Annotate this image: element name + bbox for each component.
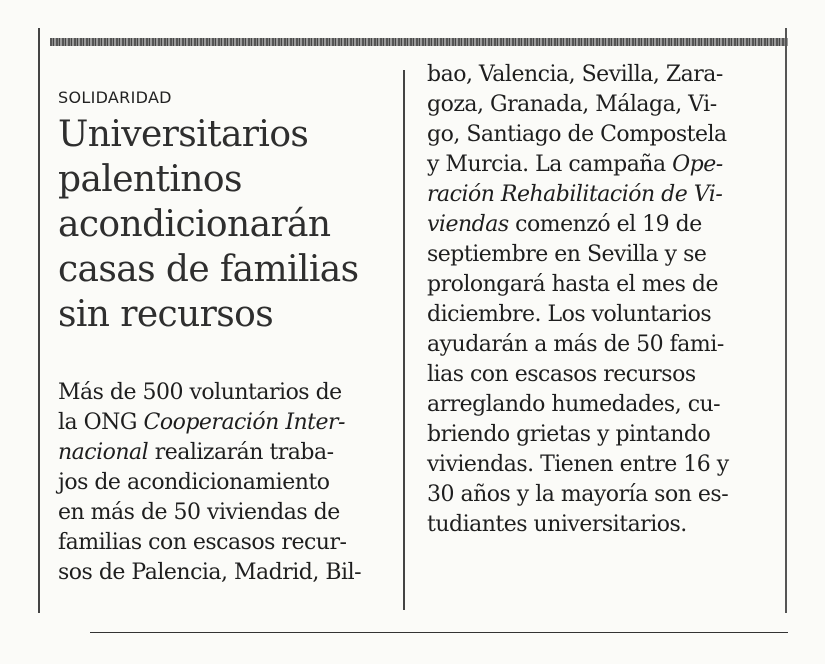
body-line: [427, 120, 772, 150]
text-segment: y Murcia. La campaña: [427, 152, 673, 177]
body-line: [58, 558, 393, 588]
body-line: [427, 420, 772, 450]
body-line: [427, 360, 772, 390]
headline-line: Universitarios: [58, 114, 309, 155]
text-segment: Cooperación Inter-: [143, 410, 345, 435]
body-line: [58, 468, 393, 498]
section-kicker: SOLIDARIDAD: [58, 88, 172, 107]
body-line: [427, 90, 772, 120]
text-segment: Más de 500 voluntarios de: [58, 380, 342, 405]
left-column-rule: [38, 28, 40, 613]
headline: [58, 112, 398, 337]
text-segment: tudiantes universitarios.: [427, 512, 687, 537]
text-segment: go, Santiago de Compostela: [427, 122, 727, 147]
body-line: [58, 408, 393, 438]
text-segment: jos de acondicionamiento: [58, 470, 330, 495]
body-line: [427, 390, 772, 420]
text-segment: septiembre en Sevilla y se: [427, 242, 707, 267]
body-line: [427, 510, 772, 540]
headline-line: acondicionarán: [58, 204, 331, 245]
text-segment: comenzó el 19 de: [508, 212, 702, 237]
middle-column-rule: [403, 70, 405, 610]
text-segment: prolongará hasta el mes de: [427, 272, 718, 297]
body-line: [58, 528, 393, 558]
text-segment: ración Rehabilitación de Vi-: [427, 182, 723, 207]
headline-line: palentinos: [58, 159, 242, 200]
text-segment: 30 años y la mayoría son es-: [427, 482, 729, 507]
body-line: [427, 480, 772, 510]
text-segment: viendas: [427, 212, 509, 237]
text-segment: diciembre. Los voluntarios: [427, 302, 712, 327]
body-line: [58, 378, 393, 408]
text-segment: briendo grietas y pintando: [427, 422, 711, 447]
text-segment: goza, Granada, Málaga, Vi-: [427, 92, 717, 117]
top-decorative-rule: [50, 38, 788, 46]
body-line: [58, 438, 393, 468]
body-line: [427, 240, 772, 270]
body-line: [427, 300, 772, 330]
text-segment: la ONG: [58, 410, 144, 435]
body-line: [58, 498, 393, 528]
body-line: [427, 210, 772, 240]
body-line: [427, 60, 772, 90]
text-segment: familias con escasos recur-: [58, 530, 347, 555]
body-line: [427, 450, 772, 480]
body-line: [427, 270, 772, 300]
text-segment: realizarán traba-: [148, 440, 334, 465]
text-segment: arreglando humedades, cu-: [427, 392, 721, 417]
headline-line: casas de familias: [58, 249, 359, 290]
text-segment: en más de 50 viviendas de: [58, 500, 340, 525]
text-segment: lias con escasos recursos: [427, 362, 696, 387]
headline-line: sin recursos: [58, 294, 274, 335]
text-segment: sos de Palencia, Madrid, Bil-: [58, 560, 362, 585]
text-segment: ayudarán a más de 50 fami-: [427, 332, 724, 357]
body-column-right: [427, 60, 772, 540]
body-line: [427, 330, 772, 360]
body-line: [427, 180, 772, 210]
bottom-rule: [90, 632, 788, 633]
text-segment: bao, Valencia, Sevilla, Zara-: [427, 62, 723, 87]
right-column-rule: [785, 28, 787, 613]
text-segment: viviendas. Tienen entre 16 y: [427, 452, 729, 477]
text-segment: Ope-: [672, 152, 723, 177]
text-segment: nacional: [58, 440, 149, 465]
body-column-left: [58, 378, 393, 588]
body-line: [427, 150, 772, 180]
